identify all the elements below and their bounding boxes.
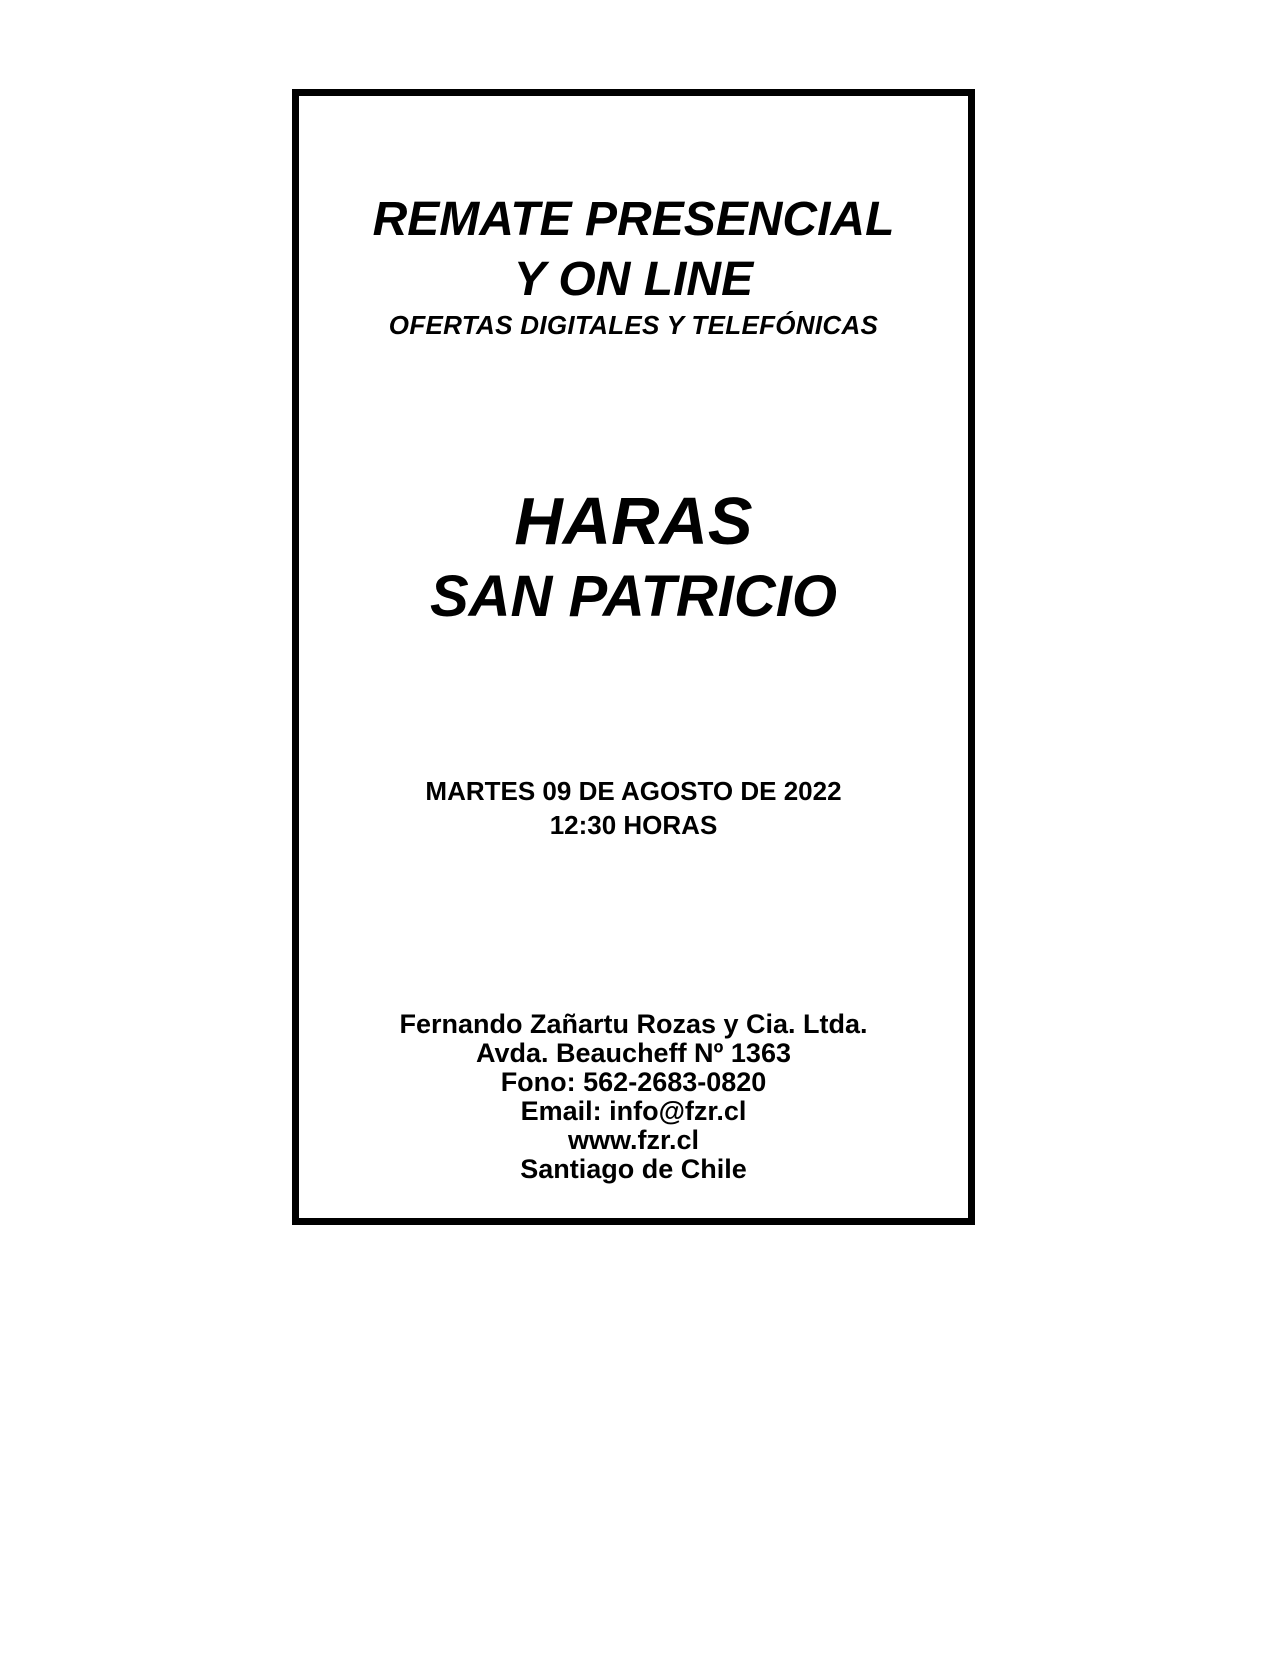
company-website: www.fzr.cl <box>567 1125 700 1155</box>
stud-name-line-2: SAN PATRICIO <box>429 564 838 629</box>
company-name: Fernando Zañartu Rozas y Cia. Ltda. <box>399 1009 868 1039</box>
auction-time: 12:30 HORAS <box>549 810 718 840</box>
auction-title-line-2: Y ON LINE <box>513 253 754 306</box>
company-city: Santiago de Chile <box>520 1154 747 1184</box>
company-phone: Fono: 562-2683-0820 <box>500 1067 767 1097</box>
company-email: Email: info@fzr.cl <box>520 1096 747 1126</box>
auction-date: MARTES 09 DE AGOSTO DE 2022 <box>425 776 842 806</box>
auction-subtitle: OFERTAS DIGITALES Y TELEFÓNICAS <box>388 310 879 340</box>
company-address: Avda. Beaucheff Nº 1363 <box>476 1038 791 1068</box>
auction-title-line-1: REMATE PRESENCIAL <box>372 193 895 246</box>
stud-name-line-1: HARAS <box>514 484 753 559</box>
